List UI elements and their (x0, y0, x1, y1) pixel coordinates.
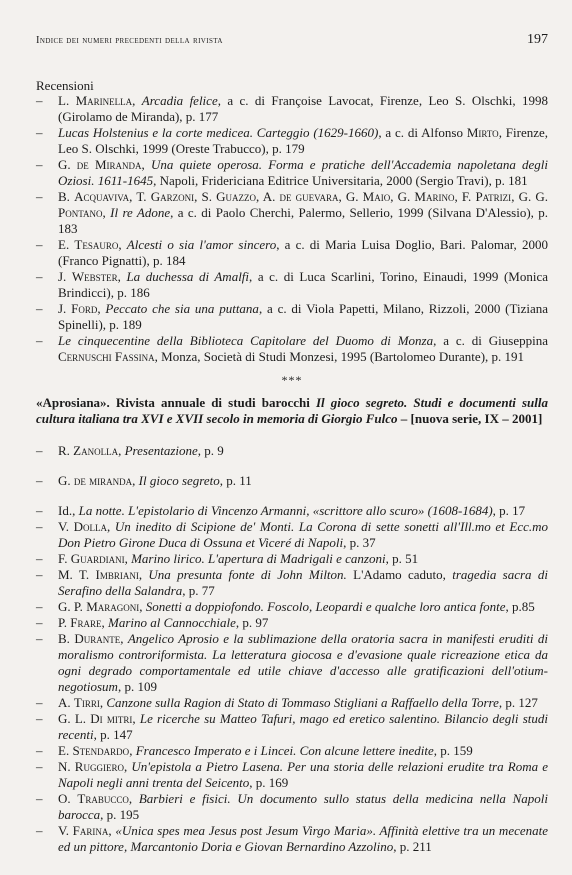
entry-text: , p. 97 (235, 615, 269, 630)
italic-title-text: Barbieri e fisici. Un documento sullo status della medicina nella Napoli barocca (58, 791, 549, 822)
review-entry (36, 333, 548, 365)
author-surname: Guazzo (216, 189, 257, 204)
entry-text: , a c. di Viola Papetti, Milano, Rizzoli, 2000 (Tiziana Spinelli), p. 189 (58, 301, 548, 332)
entry-text: , (106, 519, 115, 534)
author-surname: Zanolla (73, 443, 119, 458)
review-entry (36, 157, 548, 189)
entry-text: a c. di Alfonso (381, 125, 467, 140)
running-header (36, 32, 548, 48)
author-surname: Durante (74, 631, 121, 646)
italic-title-text: Le cinquecentine della Biblioteca Capitolare del Duomo di Monza (58, 333, 434, 348)
entry-text: , p. 211 (393, 839, 432, 854)
review-entry (36, 237, 548, 269)
author-surname: Garzoni (150, 189, 195, 204)
entry-text: L. (58, 93, 76, 108)
italic-title-text: Presentazione (124, 443, 198, 458)
entry-text: G. L. (58, 711, 91, 726)
entry-text: , T. (129, 189, 151, 204)
list-dash: – (36, 615, 43, 630)
entry-text: , (124, 551, 132, 566)
article-entry (36, 695, 548, 711)
document-page (36, 32, 548, 855)
entry-text: , Firenze, Leo S. Olschki, 1999 (Oreste Trabucco), p. 179 (58, 125, 548, 156)
entry-text: V. (58, 823, 73, 838)
italic-title-text: Canzone sulla Ragion di Stato di Tommaso Stigliani a Raffaello della Torre (106, 695, 499, 710)
entry-text: , F. (454, 189, 476, 204)
entry-text: , (120, 631, 128, 646)
author-surname: Ford (71, 301, 98, 316)
list-dash: – (36, 473, 43, 488)
entry-text: , (138, 567, 149, 582)
entry-text: , (108, 823, 116, 838)
entry-text: , p. 17 (492, 503, 526, 518)
reviews-section-label: Recensioni (36, 78, 94, 93)
author-surname: Acquaviva (74, 189, 130, 204)
italic-title-text: Arcadia felice (141, 93, 218, 108)
journal-heading (36, 395, 548, 427)
author-surname: Stendardo (72, 743, 130, 758)
author-surname: Cernuschi Fassina (58, 349, 155, 364)
entry-text: , p. 109 (117, 679, 157, 694)
list-dash: – (36, 567, 43, 582)
author-surname: Imbriani (95, 567, 139, 582)
list-dash: – (36, 269, 43, 284)
italic-title-text: Un inedito di Scipione de' Monti. La Corona di sette sonetti all'Ill.mo et Ecc.mo Don Pietro Girone Duca di Ossuna et Viceré di Napoli (58, 519, 549, 550)
entry-text: , (132, 711, 140, 726)
reviews-list (36, 93, 548, 365)
entry-text: V. (58, 519, 74, 534)
entry-text: , (97, 301, 106, 316)
entry-text: , p. 159 (433, 743, 473, 758)
entry-text: A. (58, 695, 74, 710)
entry-text: , p. 51 (385, 551, 419, 566)
article-entry (36, 551, 548, 567)
article-entry (36, 567, 548, 599)
author-surname: Pontano (58, 205, 103, 220)
author-surname: Maragoni (86, 599, 140, 614)
entry-text: , p. 9 (197, 443, 224, 458)
entry-text: , S. (194, 189, 217, 204)
entry-text: , (132, 93, 142, 108)
author-surname: de guevara (279, 189, 339, 204)
entry-text: N. (58, 759, 75, 774)
entry-text: , (139, 599, 146, 614)
list-dash: – (36, 631, 43, 646)
review-entry (36, 269, 548, 301)
article-entry (36, 759, 548, 791)
journal-contents-list (36, 443, 548, 855)
entry-text: O. (58, 791, 78, 806)
list-dash: – (36, 443, 43, 458)
entry-text: J. (58, 301, 72, 316)
article-entry (36, 711, 548, 743)
italic-title-text: Francesco Imperato e i Lincei. Con alcune lettere inedite (135, 743, 434, 758)
italic-title-text: Sonetti a doppiofondo. Foscolo, Leopardi e qualche loro antica fonte (145, 599, 506, 614)
article-entry (36, 503, 548, 519)
article-entry (36, 519, 548, 551)
entry-text: , p. 11 (219, 473, 252, 488)
entry-text: M. T. (58, 567, 96, 582)
entry-text: , (132, 473, 139, 488)
italic-title-text: La notte. L'epistolario di Vincenzo Armanni, «scrittore allo scuro» (1608-1684) (78, 503, 493, 518)
list-dash: – (36, 695, 43, 710)
entry-text: , p. 169 (249, 775, 289, 790)
entry-text: , (102, 205, 111, 220)
review-entry (36, 189, 548, 237)
author-surname: Tirri (73, 695, 100, 710)
entry-text: , (99, 695, 107, 710)
entry-text: , G. (390, 189, 415, 204)
article-entry (36, 791, 548, 823)
entry-text: «Aprosiana». Rivista annuale di studi barocchi (36, 395, 316, 410)
entry-text: Id., (58, 503, 79, 518)
author-surname: Trabucco (77, 791, 129, 806)
list-dash: – (36, 551, 43, 566)
italic-title-text: Alcesti o sia l'amor sincero (126, 237, 277, 252)
entry-text: , p. 37 (343, 535, 376, 550)
author-surname: Marino (414, 189, 455, 204)
entry-text: E. (58, 743, 73, 758)
italic-title-text: Una quiete operosa. Forma e pratiche dell'Accademia napoletana degli Oziosi. 1611-1645 (58, 157, 548, 188)
italic-title-text: Il gioco segreto. Studi e documenti sulla cultura italiana tra XVI e XVII secolo in memoria di Giorgio Fulco (36, 395, 549, 426)
entry-text: , p. 195 (100, 807, 140, 822)
review-entry (36, 93, 548, 125)
author-surname: Farina (72, 823, 109, 838)
entry-text: , (118, 237, 127, 252)
author-surname: Di mitri (90, 711, 133, 726)
italic-title-text: Peccato che sia una puttana (105, 301, 259, 316)
article-entry (36, 615, 548, 631)
entry-text: , p. 127 (498, 695, 538, 710)
entry-text: G. (58, 473, 74, 488)
entry-text: , G. (338, 189, 363, 204)
author-surname: Ruggiero (74, 759, 124, 774)
italic-title-text: Un'epistola a Pietro Lasena. Per una storia delle relazioni erudite tra Roma e Napoli negli anni trenta del Seicento (58, 759, 549, 790)
entry-text: , p.85 (505, 599, 535, 614)
entry-text: , a c. di Giuseppina (433, 333, 548, 348)
article-entry (36, 599, 548, 615)
italic-title-text: Una presunta fonte di John Milton. (148, 567, 347, 582)
list-dash: – (36, 823, 43, 838)
article-entry (36, 823, 548, 855)
entry-text: J. (58, 269, 72, 284)
article-entry (36, 473, 548, 489)
review-entry (36, 301, 548, 333)
section-divider: *** (281, 373, 303, 387)
entry-text: , (117, 269, 127, 284)
author-surname: Webster (71, 269, 118, 284)
author-surname: Marinella (75, 93, 133, 108)
list-dash: – (36, 791, 43, 806)
italic-title-text: Lucas Holstenius e la corte medicea. Carteggio (1629-1660), (58, 125, 382, 140)
list-dash: – (36, 93, 43, 108)
entry-text: , p. 147 (93, 727, 133, 742)
italic-title-text: Marino al Cannocchiale (108, 615, 236, 630)
entry-text: P. (58, 615, 71, 630)
article-entry (36, 631, 548, 695)
author-surname: Maio (362, 189, 391, 204)
list-dash: – (36, 237, 43, 252)
list-dash: – (36, 599, 43, 614)
entry-text: G. P. (58, 599, 87, 614)
italic-title-text: Angelico Aprosio e la sublimazione della oratoria sacra in manifesti eruditi di moralismo controriformista. La letteratura giocosa e d'evasione quale ricreazione etica da ogni degrado comportamentale ed utile chiave d'accesso alle gratificazioni dell'otium-negotiosum (58, 631, 549, 694)
article-entry (36, 443, 548, 459)
list-dash: – (36, 333, 43, 348)
list-dash: – (36, 743, 43, 758)
entry-text: , Monza, Società di Studi Monzesi, 1995 (Bartolomeo Durante), p. 191 (154, 349, 525, 364)
page-number: 197 (527, 32, 548, 47)
entry-text: , a c. di Maria Luisa Doglio, Bari. Palomar, 2000 (Franco Pignatti), p. 184 (58, 237, 548, 268)
author-surname: de miranda (73, 473, 133, 488)
list-dash: – (36, 711, 43, 726)
italic-title-text: La duchessa di Amalfi (126, 269, 250, 284)
author-surname: de Miranda (76, 157, 142, 172)
list-dash: – (36, 189, 43, 204)
entry-text: – [nuova serie, IX – 2001] (397, 411, 543, 426)
entry-text: , a c. di Paolo Cherchi, Palermo, Sellerio, 1999 (Silvana D'Alessio), p. 183 (58, 205, 549, 236)
entry-text: , Napoli, Fridericiana Editrice Universitaria, 2000 (Sergio Travi), p. 181 (153, 173, 528, 188)
italic-title-text: Il re Adone (110, 205, 171, 220)
author-surname: Frare (70, 615, 102, 630)
entry-text: E. (58, 237, 75, 252)
list-dash: – (36, 503, 43, 518)
entry-text: R. (58, 443, 74, 458)
header-title: Indice dei numeri precedenti della rivista (36, 35, 223, 46)
entry-text: , (123, 759, 132, 774)
entry-text: F. (58, 551, 71, 566)
italic-title-text: Marino lirico. L'apertura di Madrigali e canzoni (131, 551, 386, 566)
entry-text: , (129, 743, 136, 758)
entry-text: , (118, 443, 125, 458)
list-dash: – (36, 125, 43, 140)
list-dash: – (36, 301, 43, 316)
entry-text: , (128, 791, 139, 806)
entry-text: G. (58, 157, 77, 172)
author-surname: Mirto (466, 125, 499, 140)
article-entry (36, 743, 548, 759)
review-entry (36, 125, 548, 157)
entry-text: , (141, 157, 151, 172)
entry-text: , a c. di Françoise Lavocat, Firenze, Leo S. Olschki, 1998 (Girolamo de Miranda), p. 177 (58, 93, 548, 124)
list-dash: – (36, 519, 43, 534)
entry-text: , p. 77 (182, 583, 215, 598)
list-dash: – (36, 157, 43, 172)
entry-text: , G. G. (511, 189, 549, 204)
list-dash: – (36, 759, 43, 774)
italic-title-text: tragedia sacra di Serafino della Salandra (58, 567, 548, 598)
author-surname: Patrizi (475, 189, 512, 204)
entry-text: B. (58, 631, 75, 646)
author-surname: Tesauro (74, 237, 119, 252)
entry-text: L'Adamo caduto, (346, 567, 453, 582)
author-surname: Guardiani (70, 551, 125, 566)
entry-text: B. (58, 189, 75, 204)
author-surname: Dolla (73, 519, 107, 534)
italic-title-text: Le ricerche su Matteo Tafuri, mago ed eretico salentino. Bilancio degli studi recenti (58, 711, 548, 742)
italic-title-text: «Unica spes mea Jesus post Jesum Virgo Maria». Affinità elettive tra un mecenate ed un pittore, Marcantonio Doria e Giovan Bernardino Azzolino (58, 823, 549, 854)
entry-text: , a c. di Luca Scarlini, Torino, Einaudi, 1999 (Monica Brindicci), p. 186 (58, 269, 549, 300)
entry-text: , A. (256, 189, 280, 204)
entry-text: , (101, 615, 109, 630)
italic-title-text: Il gioco segreto (138, 473, 220, 488)
